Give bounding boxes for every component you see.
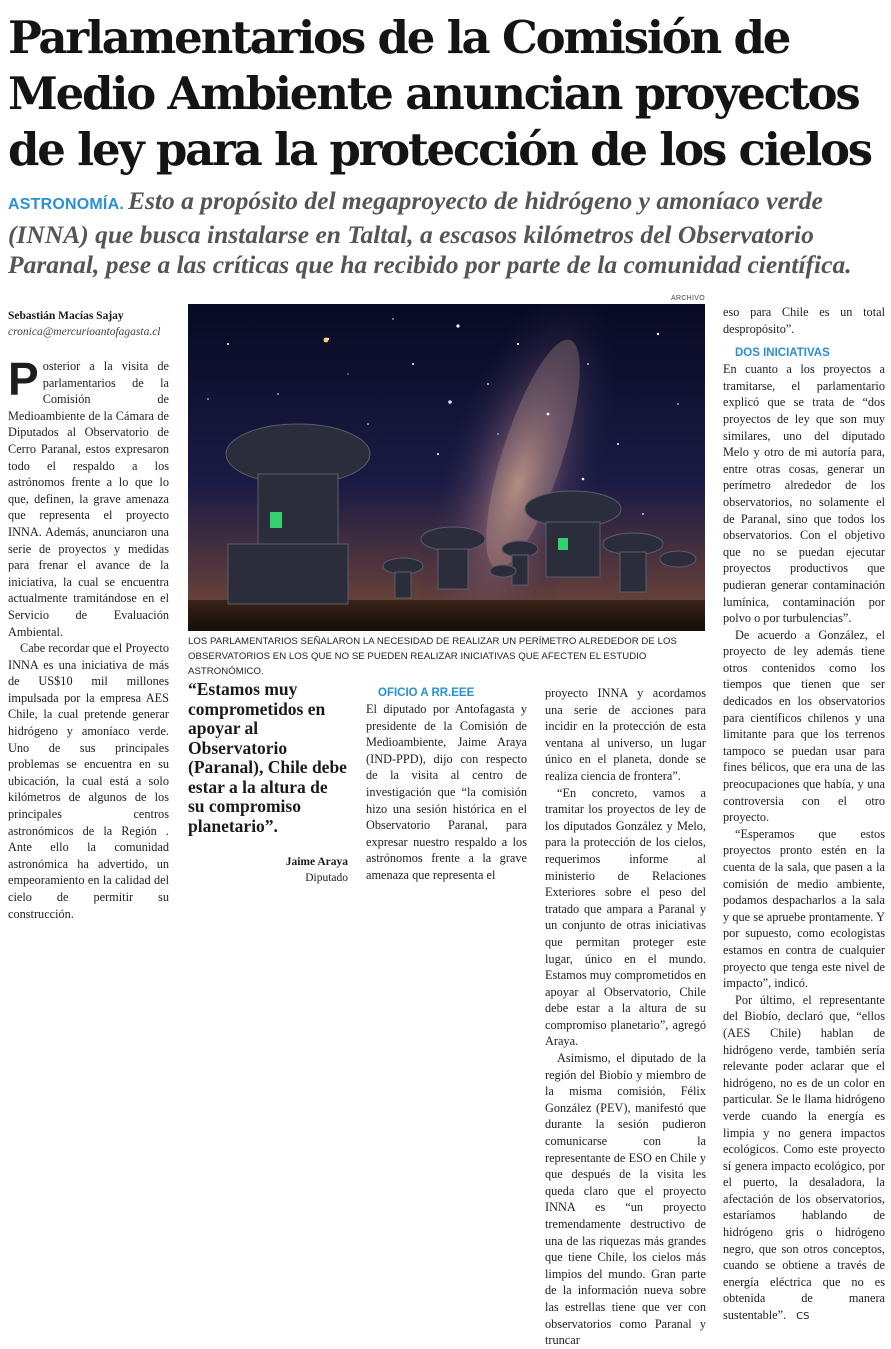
- paragraph: Cabe recordar que el Proyecto INNA es una iniciativa de más de US$10 mil millones impulsada por la empresa AES Chile, la cual pretende generar hidrógeno y amoníaco verde. Uno de sus principales problemas se encuentra en su ubicación, la cual está a solo kilómetros de algunos de los principales centros astronómicos de la Región . Ante ello la comunidad astronómica ha advertido, un empeoramiento en la calidad del cielo de permitir su construcción.: [8, 641, 169, 921]
- subhead-oficio: OFICIO A RR.EEE: [378, 687, 475, 699]
- paragraph: El diputado por Antofagasta y presidente de la Comisión de Medioambiente, Jaime Araya (IND-PPD), dijo con respecto de la visita al centro de investigación que “la comisión hizo una sesión histórica en el Observatorio Paranal, para expresar nuestro respaldo a los astrónomos frente a la grave amenaza que representa el: [366, 702, 527, 882]
- article-photo: [188, 304, 705, 631]
- pull-quote-name: Jaime Araya: [285, 856, 348, 868]
- observatory-night-sky-image: [188, 304, 705, 631]
- paragraph: “Esperamos que estos proyectos pronto estén en la cuenta de la sala, que pasen a la comisión de medio ambiente, podamos despacharlos a la sala y que se apruebe prontamente. Y por supuesto, como ecologistas estamos en contra de cualquier proyecto que tenga este nivel de impacto”, indicó.: [723, 826, 885, 991]
- pull-quote: [188, 680, 348, 886]
- paragraph: Asimismo, el diputado de la región del Biobío y miembro de la misma comisión, Félix González (PEV), manifestó que durante la sesión pudieron comunicarse con la representante de ESO en Chile y que después de la visita les queda claro que el proyecto INNA es “un proyecto tremendamente destructivo de una de las riquezas más grandes que tiene Chile, los cielos más limpios del mundo. Gran parte de la información nueva sobre las estrellas tiene que ver con observatorios como Paranal y truncar: [545, 1051, 706, 1348]
- column-4: [545, 685, 706, 1349]
- headline: Parlamentarios de la Comisión de Medio Ambiente anuncian proyectos de ley para la protección de los cielos: [8, 11, 871, 176]
- subhead-iniciativas: DOS INICIATIVAS: [735, 347, 830, 360]
- section-tag: ASTRONOMÍA.: [8, 196, 124, 213]
- pull-quote-attribution: [188, 854, 348, 886]
- pull-quote-role: Diputado: [305, 872, 348, 884]
- paragraph-text: Por último, el representante del Biobío, declaró que, “ellos (AES Chile) hablan de hidrógeno verde, también sería relevante poder aclarar que el hidrógeno, no es de un color en particular. Se le llama hidrógeno verde cuando la energía es limpia y no genera impactos ecológicos. Como este proyecto sí genera impacto ecológico, por el puerto, la desaladora, la afectación de los observatorios, estaríamos hablando de hidrógeno gris o hidrógeno negro, que son otros conceptos, cuando se obtiene a través de energía eléctrica que no es obtenida de manera sustentable”.: [723, 992, 885, 1323]
- paragraph: proyecto INNA y acordamos una serie de acciones para incidir en la protección de esta ventana al universo, un lugar único en el planeta, donde se realiza ciencia de frontera”.: [545, 686, 706, 783]
- paragraph: En cuanto a los proyectos a tramitarse, el parlamentario explicó que se trata de “dos proyectos de ley que son muy similares, uno del diputado Melo y otro de mi autoría para, entre otras cosas, generar un perímetro alrededor de los observatorios, no solamente el de Paranal, sino que todos los observatorios. Con el objetivo que no se puedan ejecutar proyectos productivos que pudieran generar contaminación lumínica, contaminación por polvo o por turbulencias”.: [723, 362, 885, 626]
- paragraph: eso para Chile es un total despropósito”.: [723, 305, 885, 336]
- paragraph-text: osterior a la visita de parlamentarios de la Comisión de Medioambiente de la Cámara de Diputados al Observatorio de Cerro Paranal, estos expresaron todo el respaldo a los astrónomos frente a lo que lo que, definen, la grave amenaza que representa el proyecto INNA. Además, anunciaron una serie de proyectos y medidas para frenar el avance de la iniciativa, la cual se encuentra actualmente tramitándose en el Servicio de Evaluación Ambiental.: [8, 359, 169, 639]
- column-5: [723, 304, 885, 1326]
- deck: [8, 186, 886, 280]
- pull-quote-text: “Estamos muy comprometidos en apoyar al Observatorio (Paranal), Chile debe estar a la altura de su compromiso planetario”.: [188, 679, 347, 836]
- paragraph: [8, 353, 169, 640]
- column-3: [366, 685, 527, 884]
- end-mark: CS: [796, 1311, 810, 1323]
- drop-cap: P: [8, 353, 39, 405]
- deck-text: Esto a propósito del megaproyecto de hidrógeno y amoníaco verde (INNA) que busca instalarse en Taltal, a escasos kilómetros del Observatorio Paranal, pese a las críticas que ha recibido por parte de la comunidad científica.: [8, 186, 852, 279]
- column-1: [8, 353, 169, 922]
- author-email: cronica@mercurioantofagasta.cl: [8, 326, 161, 338]
- paragraph: “En concreto, vamos a tramitar los proyectos de ley de los diputados González y Melo, para la protección de los cielos, requerimos informe al ministerio de Relaciones Exteriores sobre el peso del tratado que ampara a Paranal y un conjunto de otras iniciativas que permitan proteger este lugar, único en el mundo. Estamos muy comprometidos en apoyar al Observatorio, Chile debe estar a la altura de su compromiso planetario”, agregó Araya.: [545, 785, 706, 1049]
- author-name: Sebastián Macías Sajay: [8, 310, 124, 322]
- byline: [8, 310, 178, 338]
- photo-caption: LOS PARLAMENTARIOS SEÑALARON LA NECESIDAD DE REALIZAR UN PERÍMETRO ALREDEDOR DE LOS OBSERVATORIOS EN LOS QUE NO SE PUEDEN REALIZAR INICIATIVAS QUE AFECTEN EL ESTUDIO ASTRONÓMICO.: [188, 636, 677, 677]
- paragraph: De acuerdo a González, el proyecto de ley además tiene otros contenidos como los tiempos que tienen que ser dedicados en los observatorios para científicos chilenos y una limitante para que los terrenos tampoco se puedan usar para fines bélicos, que era una de las preocupaciones que había, y una controversia con el otro proyecto.: [723, 627, 885, 825]
- photo-credit: ARCHIVO: [671, 295, 705, 302]
- paragraph: [723, 992, 885, 1326]
